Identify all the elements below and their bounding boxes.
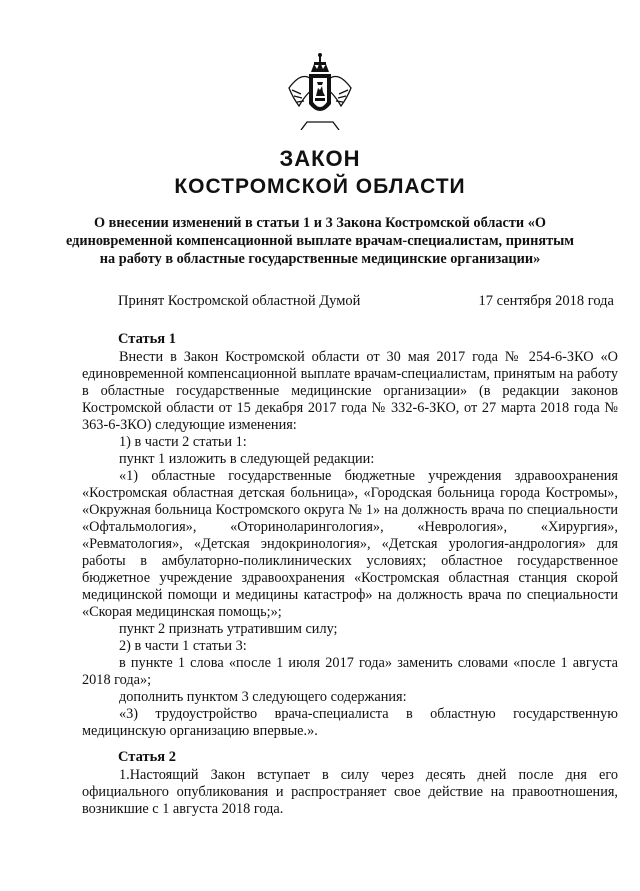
paragraph: «3) трудоустройство врача-специалиста в областную государственную медицинскую организацию впервые.». xyxy=(82,706,618,739)
paragraph: 1) в части 2 статьи 1: xyxy=(119,434,247,450)
article-2-body xyxy=(82,767,618,818)
paragraph: Внести в Закон Костромской области от 30 мая 2017 года № 254-6-ЗКО «О единовременной компенсационной выплате врачам-специалистам, принятым на работу в областные государственные медицинские организации» (в редакции законов Костромской области от 15 декабря 2017 года № 332-6-ЗКО, от 27 марта 2018 года № 363-6-ЗКО) следующие изменения: xyxy=(82,349,618,433)
adoption-date: 17 сентября 2018 года xyxy=(478,293,614,309)
paragraph: пункт 1 изложить в следующей редакции: xyxy=(119,451,375,467)
paragraph: «1) областные государственные бюджетные учреждения здравоохранения «Костромская областная детская больница», «Городская больница города Костромы», «Окружная больница Костромского округа № 1» на должность врача по специальности «Офтальмология», «Оториноларингология», «Неврология», «Хирургия», «Ревматология», «Детская эндокринология», «Детская урология-андрология» для работы в амбулаторно-поликлинических условиях; областное государственное бюджетное учреждение здравоохранения «Костромская областная станция скорой медицинской помощи и медицины катастроф» на должность врача по специальности «Скорая медицинская помощь;»; xyxy=(82,468,618,620)
paragraph: пункт 2 признать утратившим силу; xyxy=(119,621,338,637)
article-1-body xyxy=(82,349,618,740)
paragraph: дополнить пунктом 3 следующего содержания: xyxy=(119,689,407,705)
coat-of-arms-icon xyxy=(287,52,353,130)
region-title: КОСТРОМСКОЙ ОБЛАСТИ xyxy=(174,175,466,198)
article-1-heading: Статья 1 xyxy=(118,331,176,347)
paragraph: в пункте 1 слова «после 1 июля 2017 года» заменить словами «после 1 августа 2018 года»; xyxy=(82,655,618,688)
law-title: ЗАКОН xyxy=(279,146,361,171)
paragraph: 2) в части 1 статьи 3: xyxy=(119,638,247,654)
paragraph: 1.Настоящий Закон вступает в силу через десять дней после дня его официального опубликования и распространяет свое действие на правоотношения, возникшие с 1 августа 2018 года. xyxy=(82,767,618,817)
adoption-text: Принят Костромской областной Думой xyxy=(118,293,361,309)
law-subtitle: О внесении изменений в статьи 1 и 3 Закона Костромской области «О единовременной компенсационной выплате врачам-специалистам, принятым на работу в областные государственные медицинские организации» xyxy=(65,215,575,267)
adoption-line xyxy=(118,293,614,310)
article-2-heading: Статья 2 xyxy=(118,749,176,765)
